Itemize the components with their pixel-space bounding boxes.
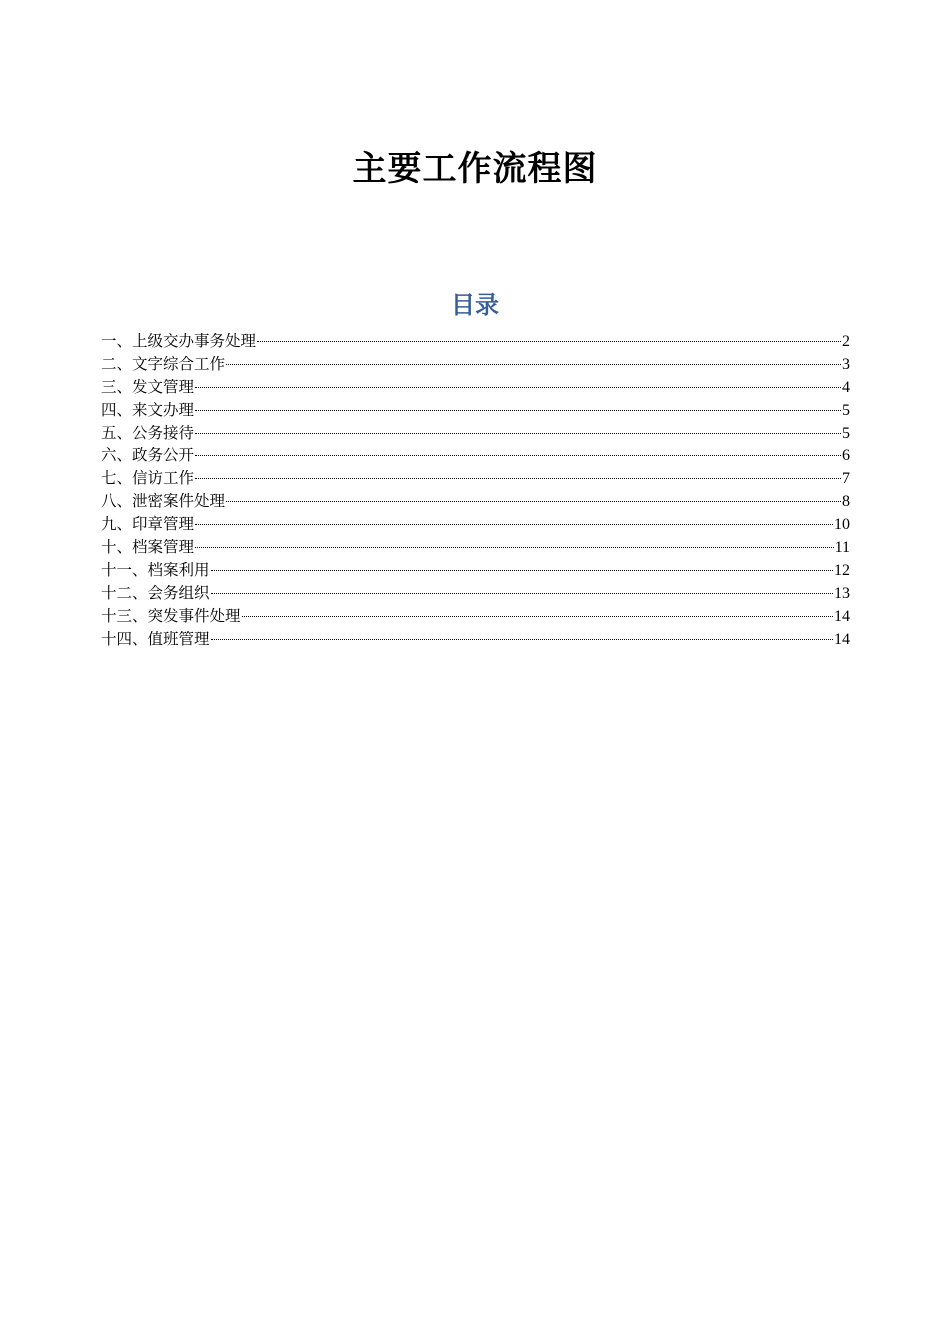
toc-entry[interactable] (101, 399, 850, 422)
table-of-contents (101, 330, 850, 650)
toc-entry[interactable] (101, 536, 850, 559)
toc-entry-label: 六、政务公开 (101, 446, 195, 465)
toc-entry-page: 14 (834, 607, 850, 625)
toc-entry-page: 13 (834, 584, 850, 602)
page-title: 主要工作流程图 (352, 149, 598, 189)
toc-dot-leader (195, 524, 833, 525)
toc-entry-page: 4 (842, 378, 850, 396)
toc-entry[interactable] (101, 605, 850, 628)
toc-dot-leader (195, 433, 841, 434)
toc-entry-label: 七、信访工作 (101, 469, 195, 488)
toc-entry-page: 7 (842, 470, 850, 488)
toc-entry-page: 14 (834, 630, 850, 648)
toc-entry-label: 十三、突发事件处理 (101, 606, 241, 625)
toc-entry-page: 5 (842, 424, 850, 442)
toc-dot-leader (211, 570, 833, 571)
toc-entry[interactable] (101, 559, 850, 582)
toc-entry-label: 五、公务接待 (101, 423, 195, 442)
toc-entry-page: 11 (834, 539, 850, 557)
toc-dot-leader (195, 410, 841, 411)
toc-entry-label: 二、文字综合工作 (101, 354, 226, 373)
toc-entry[interactable] (101, 628, 850, 651)
toc-entry-page: 5 (842, 401, 850, 419)
toc-dot-leader (211, 593, 833, 594)
toc-entry-label: 十四、值班管理 (101, 629, 210, 648)
toc-entry[interactable] (101, 330, 850, 353)
toc-dot-leader (211, 639, 833, 640)
toc-entry-label: 一、上级交办事务处理 (101, 332, 257, 350)
toc-entry-page: 8 (842, 493, 850, 511)
toc-dot-leader (195, 478, 841, 479)
toc-entry[interactable] (101, 422, 850, 445)
toc-entry-label: 十、档案管理 (101, 538, 195, 557)
toc-entry-label: 八、泄密案件处理 (101, 492, 226, 511)
toc-entry-label: 九、印章管理 (101, 515, 195, 534)
toc-entry-page: 6 (842, 447, 850, 465)
toc-dot-leader (195, 547, 834, 548)
toc-dot-leader (257, 341, 841, 342)
toc-entry-label: 十一、档案利用 (101, 560, 210, 579)
toc-entry[interactable] (101, 582, 850, 605)
toc-dot-leader (242, 616, 833, 617)
toc-dot-leader (195, 455, 841, 456)
toc-dot-leader (226, 364, 841, 365)
toc-entry[interactable] (101, 353, 850, 376)
toc-entry[interactable] (101, 467, 850, 490)
toc-entry-page: 10 (834, 516, 850, 534)
toc-dot-leader (226, 501, 841, 502)
toc-entry-page: 3 (842, 355, 850, 373)
toc-entry[interactable] (101, 444, 850, 467)
toc-entry-label: 十二、会务组织 (101, 583, 210, 602)
toc-heading: 目录 (451, 290, 499, 319)
toc-entry[interactable] (101, 490, 850, 513)
toc-entry-page: 12 (834, 561, 850, 579)
toc-dot-leader (195, 387, 841, 388)
toc-entry-label: 四、来文办理 (101, 400, 195, 419)
toc-entry[interactable] (101, 513, 850, 536)
toc-entry-label: 三、发文管理 (101, 377, 195, 396)
toc-entry[interactable] (101, 376, 850, 399)
toc-entry-page: 2 (842, 333, 850, 350)
